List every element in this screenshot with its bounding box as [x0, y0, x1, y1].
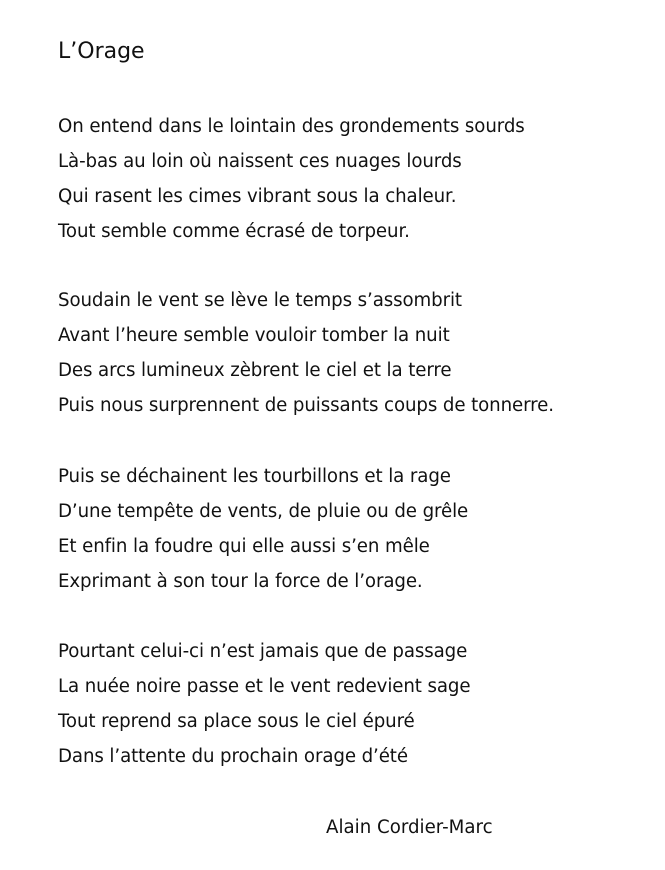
verse-line: Puis se déchainent les tourbillons et la rage — [58, 466, 451, 487]
verse-line: D’une tempête de vents, de pluie ou de grêle — [58, 501, 469, 523]
stanza-3 — [58, 459, 468, 599]
stanza-2 — [58, 283, 554, 423]
verse-line: Là-bas au loin où naissent ces nuages lourds — [58, 151, 462, 173]
verse-line: Des arcs lumineux zèbrent le ciel et la terre — [58, 360, 452, 382]
verse-line: Tout semble comme écrasé de torpeur. — [58, 221, 410, 243]
verse-line: Puis nous surprennent de puissants coups de tonnerre. — [58, 395, 554, 417]
verse-line: Exprimant à son tour la force de l’orage. — [58, 571, 423, 593]
verse-line: La nuée noire passe et le vent redevient sage — [58, 676, 471, 698]
verse-line: Avant l’heure semble vouloir tomber la nuit — [58, 325, 450, 347]
verse-line: Pourtant celui-ci n’est jamais que de passage — [58, 641, 468, 662]
stanza-4 — [58, 634, 470, 774]
stanza-1 — [58, 109, 525, 249]
verse-line: Soudain le vent se lève le temps s’assombrit — [58, 290, 462, 311]
verse-line: Et enfin la foudre qui elle aussi s’en mêle — [58, 536, 430, 558]
poem-title: L’Orage — [58, 39, 145, 64]
verse-line: On entend dans le lointain des grondements sourds — [58, 116, 525, 137]
verse-line: Qui rasent les cimes vibrant sous la chaleur. — [58, 186, 457, 208]
verse-line: Tout reprend sa place sous le ciel épuré — [58, 711, 415, 733]
poem-author: Alain Cordier-Marc — [326, 817, 493, 838]
verse-line: Dans l’attente du prochain orage d’été — [58, 746, 408, 768]
